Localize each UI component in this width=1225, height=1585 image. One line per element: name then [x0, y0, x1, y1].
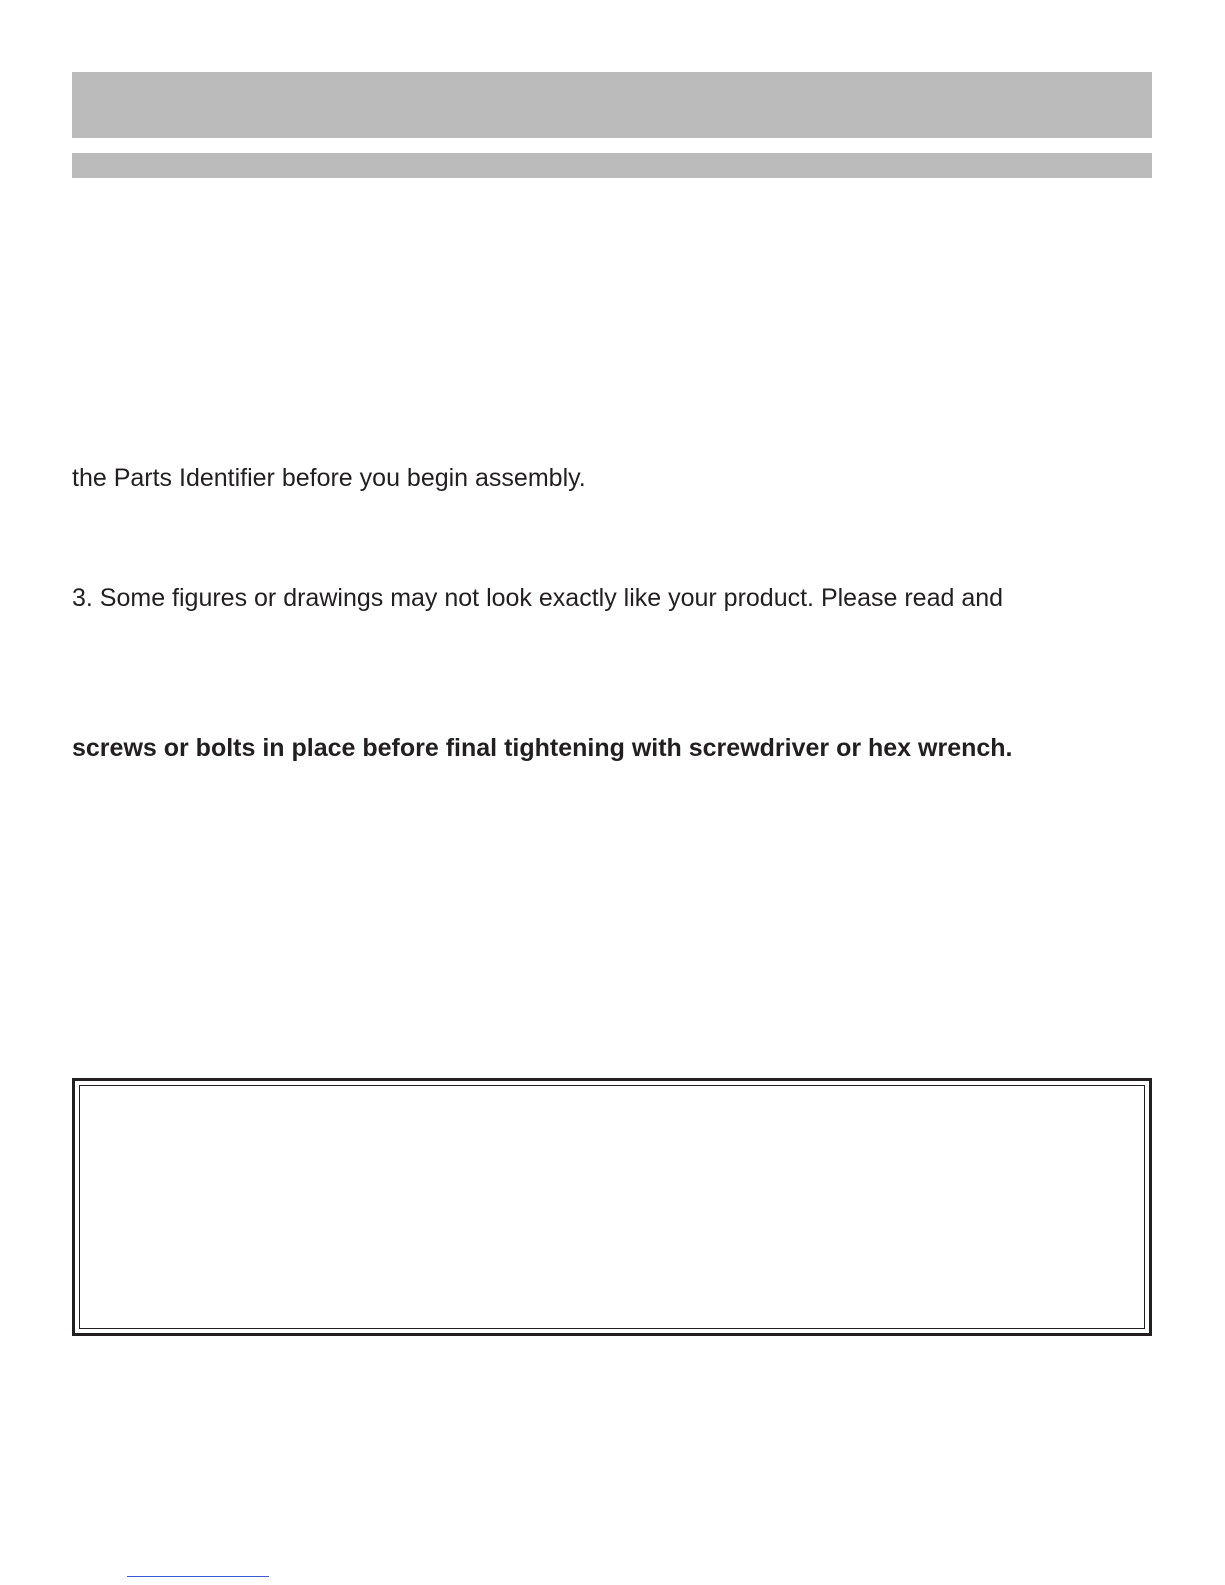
notice-box-inner-border: [79, 1085, 1145, 1329]
header-bar: [72, 72, 1152, 138]
footer-link-underline: [127, 1576, 269, 1577]
notice-box: [72, 1078, 1152, 1336]
instruction-line-figures: 3. Some figures or drawings may not look exactly like your product. Please read and: [72, 584, 1004, 612]
instruction-line-screws-bold: screws or bolts in place before final tightening with screwdriver or hex wrench.: [72, 734, 1013, 762]
instruction-line-parts-identifier: the Parts Identifier before you begin assembly.: [72, 464, 586, 492]
subheader-bar: [72, 153, 1152, 178]
